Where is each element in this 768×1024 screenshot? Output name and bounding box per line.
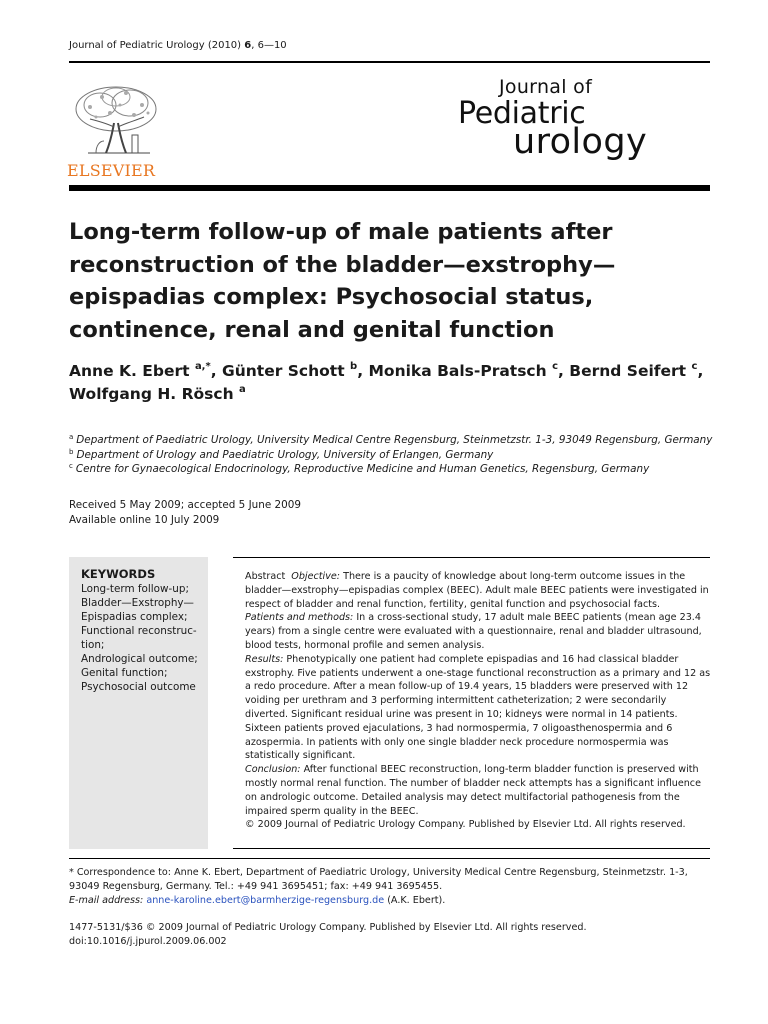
abstract-objective: Abstract Objective: There is a paucity of knowledge about long-term outcome issues in the bladder—exstrophy—epispadias complex (BEEC). Adult male BEEC patients were investigated in respect of bladder and renal function, fertility, genital function and psychosocial facts. xyxy=(245,571,709,610)
keyword-item: Genital function; xyxy=(81,667,168,679)
elsevier-tree-icon xyxy=(70,83,162,159)
header-thick-rule xyxy=(69,185,710,191)
email-line: E-mail address: anne-karoline.ebert@barmherzige-regensburg.de (A.K. Ebert). xyxy=(69,895,446,906)
journal-logo-line1: Journal of xyxy=(499,76,593,98)
correspondence-text: * Correspondence to: Anne K. Ebert, Department of Paediatric Urology, University Medical Centre Regensburg, Steinmetzstr. 1-3, 93049 Regensburg, Germany. Tel.: +49 941 3695451; fax: +49 941 3695455. xyxy=(69,867,688,892)
abstract-copyright: © 2009 Journal of Pediatric Urology Company. Published by Elsevier Ltd. All rights reserved. xyxy=(245,819,686,831)
elsevier-logo xyxy=(66,83,170,180)
abstract-conclusion: Conclusion: After functional BEEC reconstruction, long-term bladder function is preserved with mostly normal renal function. The number of bladder neck attempts has a significant influence on andrologic outcome. Detailed analysis may detect multifactorial pathogenesis from the impaired sperm quality in the BEEC. xyxy=(245,764,701,817)
abstract-top-rule xyxy=(233,557,710,558)
keyword-item: Bladder—Exstrophy— xyxy=(81,597,194,609)
author: Günter Schott $^b$, xyxy=(222,361,369,380)
affiliations xyxy=(69,433,719,477)
email-link[interactable]: anne-karoline.ebert@barmherzige-regensburg.de xyxy=(146,895,385,906)
issn-footer xyxy=(69,921,587,948)
keyword-item: Psychosocial outcome xyxy=(81,681,196,693)
journal-logo-line3: urology xyxy=(513,122,648,162)
abstract-bottom-rule xyxy=(233,848,710,849)
elsevier-wordmark: ELSEVIER xyxy=(67,161,156,180)
header-rule xyxy=(69,61,710,63)
keyword-item: Andrological outcome; xyxy=(81,653,198,665)
footnote-rule xyxy=(69,858,710,859)
keyword-item: Functional reconstruc- xyxy=(81,625,197,637)
abstract-methods: Patients and methods: In a cross-sectional study, 17 adult male BEEC patients (mean age 23.4 years) from a single centre were evaluated with a questionnaire, renal and bladder ultrasound, blood tests, hormonal profile and semen analysis. xyxy=(245,612,702,651)
abstract-label: Abstract xyxy=(245,571,286,582)
keywords-heading: KEYWORDS xyxy=(81,567,156,581)
author: Wolfgang H. Rösch $^a$ xyxy=(69,384,246,403)
keyword-item: tion; xyxy=(81,639,105,651)
affiliation: $^b$ Department of Urology and Paediatric Urology, University of Erlangen, Germany xyxy=(69,447,494,461)
keyword-item: Epispadias complex; xyxy=(81,611,188,623)
abstract-results: Results: Phenotypically one patient had complete epispadias and 16 had classical bladder exstrophy. Five patients underwent a one-stage functional reconstruction as a primary and 12 as a redo procedure. After a mean follow-up of 19.4 years, 15 bladders were preserved with 12 voiding per urethram and 3 performing intermittent catheterization; 2 were secondarily diverted. Significant residual urine was present in 10; kidneys were normal in 14 patients. Sixteen patients proved ejaculations, 3 had normospermia, 7 oligoasthenospermia and 6 azospermia. In patients with only one single bladder neck procedure normospermia was statistically significant. xyxy=(245,653,711,762)
keywords-box xyxy=(69,557,208,849)
doi-line: doi:10.1016/j.jpurol.2009.06.002 xyxy=(69,935,227,947)
author: Bernd Seifert $^c$, xyxy=(569,361,704,380)
journal-volume: 6 xyxy=(244,40,252,51)
author: Anne K. Ebert $^{a,*}$, xyxy=(69,361,223,380)
affiliation: $^c$ Centre for Gynaecological Endocrinology, Reproductive Medicine and Human Genetics, Regensburg, Germany xyxy=(69,462,650,475)
article-dates xyxy=(69,498,301,528)
affiliation: $^a$ Department of Paediatric Urology, University Medical Centre Regensburg, Steinmetzstr. 1-3, 93049 Regensburg, Germany xyxy=(69,433,713,446)
keyword-item: Long-term follow-up; xyxy=(81,583,189,595)
author-list xyxy=(69,360,709,406)
author: Monika Bals-Pratsch $^c$, xyxy=(368,361,570,380)
abstract xyxy=(245,570,711,832)
received-date: Received 5 May 2009; accepted 5 June 2009 xyxy=(69,499,301,511)
journal-logo-line2: Pediatric xyxy=(458,96,586,131)
available-date: Available online 10 July 2009 xyxy=(69,514,220,526)
issn-line: 1477-5131/$36 © 2009 Journal of Pediatric Urology Company. Published by Elsevier Ltd. All rights reserved. xyxy=(69,922,587,933)
correspondence-footnote xyxy=(69,866,710,908)
article-title: Long-term follow-up of male patients after reconstruction of the bladder—exstrophy—epispadias complex: Psychosocial status, continence, renal and genital function xyxy=(69,219,616,343)
journal-citation: Journal of Pediatric Urology (2010) 6, 6—10 xyxy=(69,40,287,51)
